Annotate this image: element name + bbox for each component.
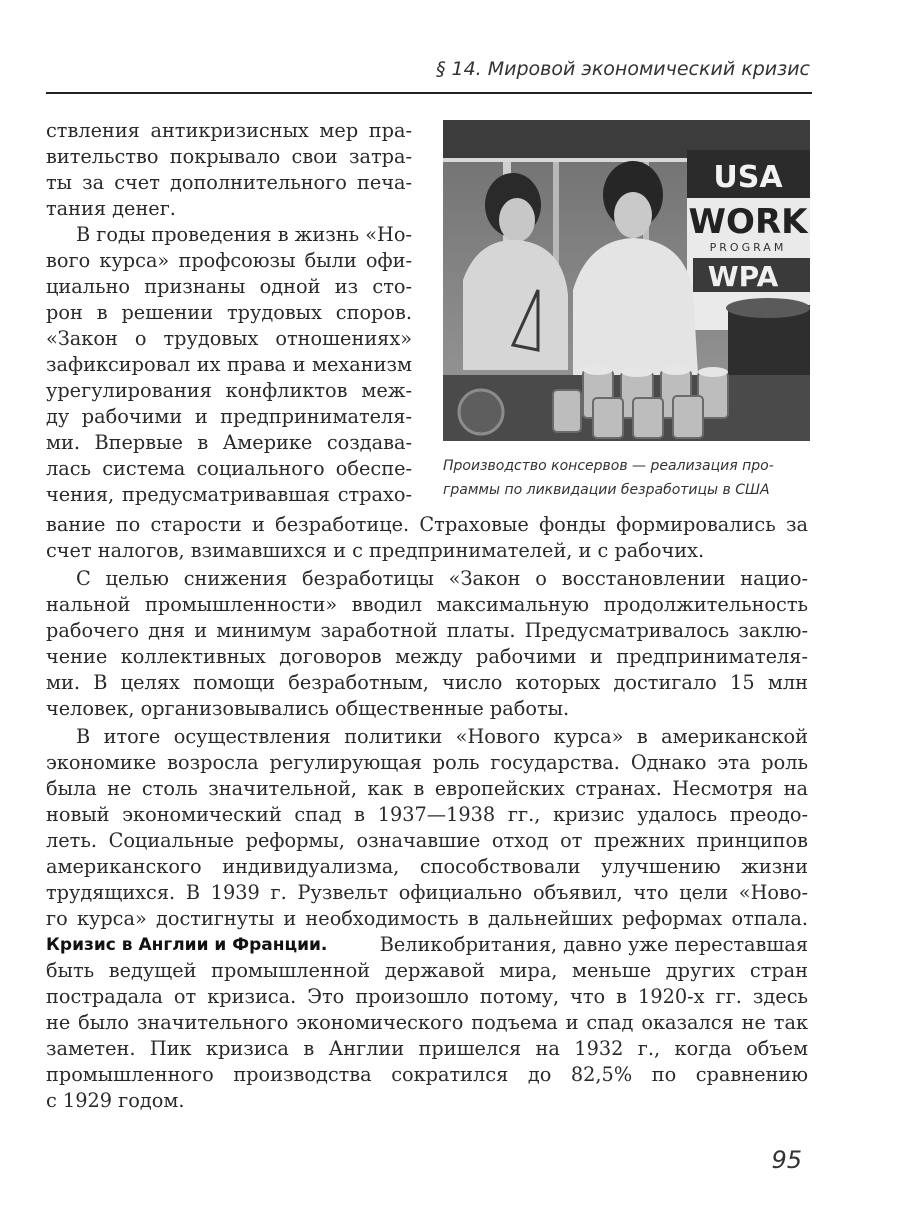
sign-text-work: WORK	[688, 202, 808, 242]
text-line: экономике возросла регулирующая роль государства. Однако эта роль	[46, 751, 808, 774]
text-line: вого курса» профсоюзы были офи-	[46, 249, 412, 272]
photo-caption-line: граммы по ликвидации безработицы в США	[443, 482, 770, 498]
text-line: с 1929 годом.	[46, 1089, 185, 1112]
page-number: 95	[771, 1146, 802, 1174]
text-line: Великобритания, давно уже переставшая	[379, 933, 808, 956]
text-line: го курса» достигнуты и необходимость в дальнейших реформах отпала.	[46, 907, 808, 930]
section-heading: Кризис в Англии и Франции.	[46, 935, 328, 955]
text-line: счет налогов, взимавшихся и с предпринимателей, и с рабочих.	[46, 539, 705, 562]
text-line: человек, организовывались общественные работы.	[46, 697, 570, 720]
text-line: В итоге осуществления политики «Нового курса» в американской	[76, 725, 808, 748]
text-line: чение коллективных договоров между рабочими и предпринимателя-	[46, 645, 808, 668]
text-line: ты за счет дополнительного печа-	[46, 171, 412, 194]
text-line: ми. Впервые в Америке создава-	[46, 431, 412, 454]
text-line: рон в решении трудовых споров.	[46, 301, 412, 324]
text-line: лась система социального обеспе-	[46, 457, 412, 480]
text-line: быть ведущей промышленной державой мира, меньше других стран	[46, 959, 808, 982]
text-line: «Закон о трудовых отношениях»	[46, 327, 412, 350]
text-line: трудящихся. В 1939 г. Рузвельт официально объявил, что цели «Ново-	[46, 881, 808, 904]
text-line: леть. Социальные реформы, означавшие отход от прежних принципов	[46, 829, 808, 852]
text-line: заметен. Пик кризиса в Англии пришелся на 1932 г., когда объем	[46, 1037, 808, 1060]
text-line: ствления антикризисных мер пра-	[46, 119, 412, 142]
text-line: зафиксировал их права и механизм	[46, 353, 412, 376]
text-line: не было значительного экономического подъема и спад оказался не так	[46, 1011, 808, 1034]
text-line: вание по старости и безработице. Страховые фонды формировались за	[46, 513, 808, 536]
text-line: была не столь значительной, как в европейских странах. Несмотря на	[46, 777, 808, 800]
text-line: нальной промышленности» вводил максимальную продолжительность	[46, 593, 808, 616]
text-line: ду рабочими и предпринимателя-	[46, 405, 412, 428]
text-line: промышленного производства сократился до 82,5% по сравнению	[46, 1063, 808, 1086]
sign-text-wpa: WPA	[707, 260, 779, 293]
header-rule	[46, 92, 812, 94]
photo-cannery-workers	[443, 120, 810, 441]
text-line: рабочего дня и минимум заработной платы. Предусматривалось заклю-	[46, 619, 808, 642]
text-line: пострадала от кризиса. Это произошло потому, что в 1920-х гг. здесь	[46, 985, 808, 1008]
text-line: ми. В целях помощи безработным, число которых достигало 15 млн	[46, 671, 808, 694]
text-line: В годы проведения в жизнь «Но-	[76, 223, 413, 246]
text-line: циально признаны одной из сто-	[46, 275, 412, 298]
photo-caption-line: Производство консервов — реализация про-	[443, 458, 774, 474]
text-line: урегулирования конфликтов меж-	[46, 379, 412, 402]
text-line: чения, предусматривавшая страхо-	[46, 483, 412, 506]
text-line: американского индивидуализма, способствовали улучшению жизни	[46, 855, 808, 878]
text-line: новый экономический спад в 1937—1938 гг., кризис удалось преодо-	[46, 803, 808, 826]
sign-text-usa: USA	[713, 160, 783, 195]
running-header: § 14. Мировой экономический кризис	[435, 58, 810, 80]
sign-text-program: PROGRAM	[709, 241, 787, 254]
text-line: тания денег.	[46, 197, 176, 220]
text-line: вительство покрывало свои затра-	[46, 145, 412, 168]
section-heading-line	[46, 932, 808, 958]
photo-illustration	[443, 120, 810, 441]
text-line: С целью снижения безработицы «Закон о восстановлении нацио-	[76, 567, 808, 590]
